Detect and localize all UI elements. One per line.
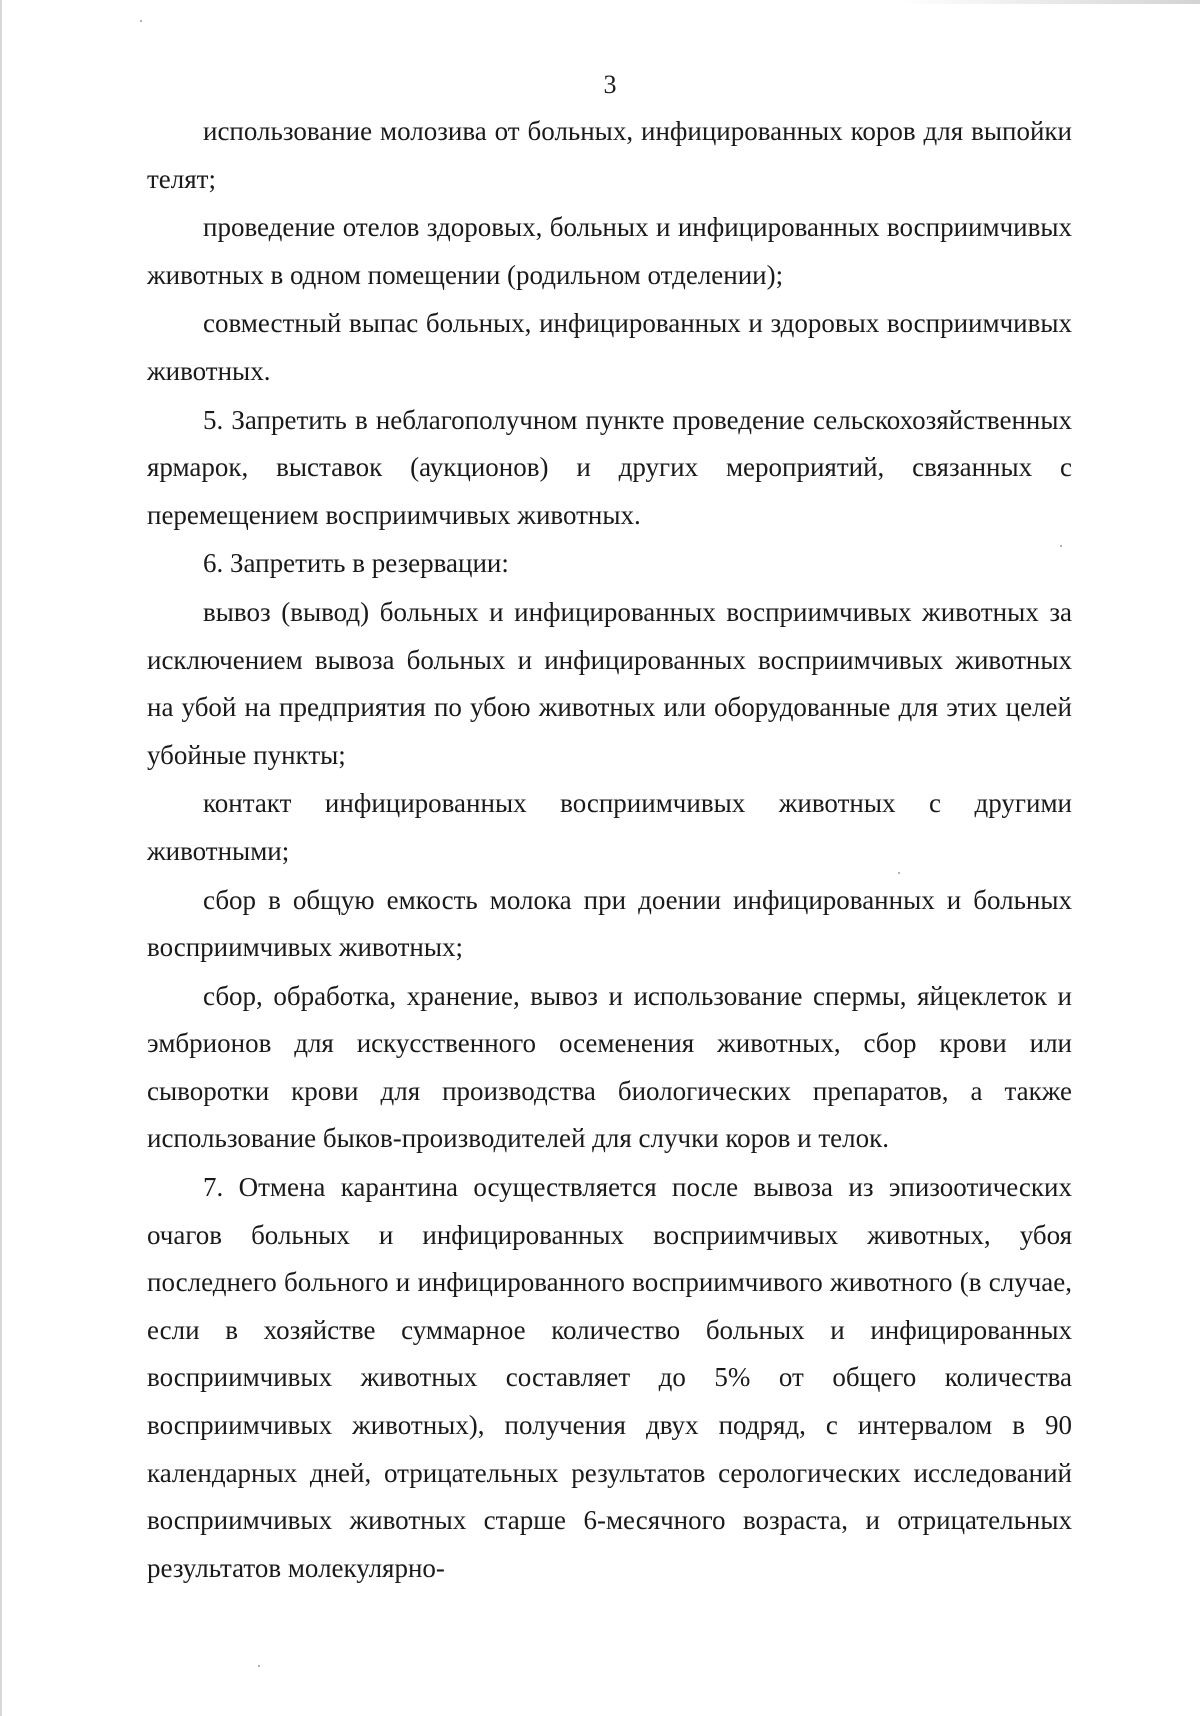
paragraph: совместный выпас больных, инфицированных и здоровых восприимчивых животных.: [147, 308, 1072, 386]
paragraph: использование молозива от больных, инфицированных коров для выпойки телят;: [147, 116, 1072, 194]
scan-left-edge: [0, 0, 2, 1716]
paragraph: 7. Отмена карантина осуществляется после вывоза из эпизоотических очагов больных и инфицированных восприимчивых животных, убоя последнего больного и инфицированного восприимчивого животного (в случае, если в хозяйстве суммарное количество больных и инфицированных восприимчивых животных составляет до 5% от общего количества восприимчивых животных), получения двух подряд, с интервалом в 90 календарных дней, отрицательных результатов серологических исследований восприимчивых животных старше 6-месячного возраста, и отрицательных результатов молекулярно-: [147, 1172, 1072, 1583]
page-number: 3: [603, 70, 617, 99]
scan-top-smudge: [900, 0, 1200, 4]
paragraph: вывоз (вывод) больных и инфицированных восприимчивых животных за исключением вывоза больных и инфицированных восприимчивых животных на убой на предприятия по убою животных или оборудованные для этих целей убойные пункты;: [147, 596, 1072, 770]
paragraph: 5. Запретить в неблагополучном пункте проведение сельскохозяйственных ярмарок, выставок (аукционов) и других мероприятий, связанных с перемещением восприимчивых животных.: [147, 404, 1072, 530]
document-body: [147, 108, 1072, 1593]
paragraph: проведение отелов здоровых, больных и инфицированных восприимчивых животных в одном помещении (родильном отделении);: [147, 212, 1072, 290]
paragraph: сбор в общую емкость молока при доении инфицированных и больных восприимчивых животных;: [147, 884, 1072, 963]
paragraph: 6. Запретить в резервации:: [203, 548, 509, 579]
scan-speck: [258, 1665, 260, 1667]
paragraph: контакт инфицированных восприимчивых животных с другими животными;: [147, 788, 1072, 866]
paragraph: сбор, обработка, хранение, вывоз и использование спермы, яйцеклеток и эмбрионов для искусственного осеменения животных, сбор крови или сыворотки крови для производства биологических препаратов, а также использование быков-производителей для случки коров и телок.: [147, 980, 1072, 1154]
scan-speck: [140, 20, 142, 22]
